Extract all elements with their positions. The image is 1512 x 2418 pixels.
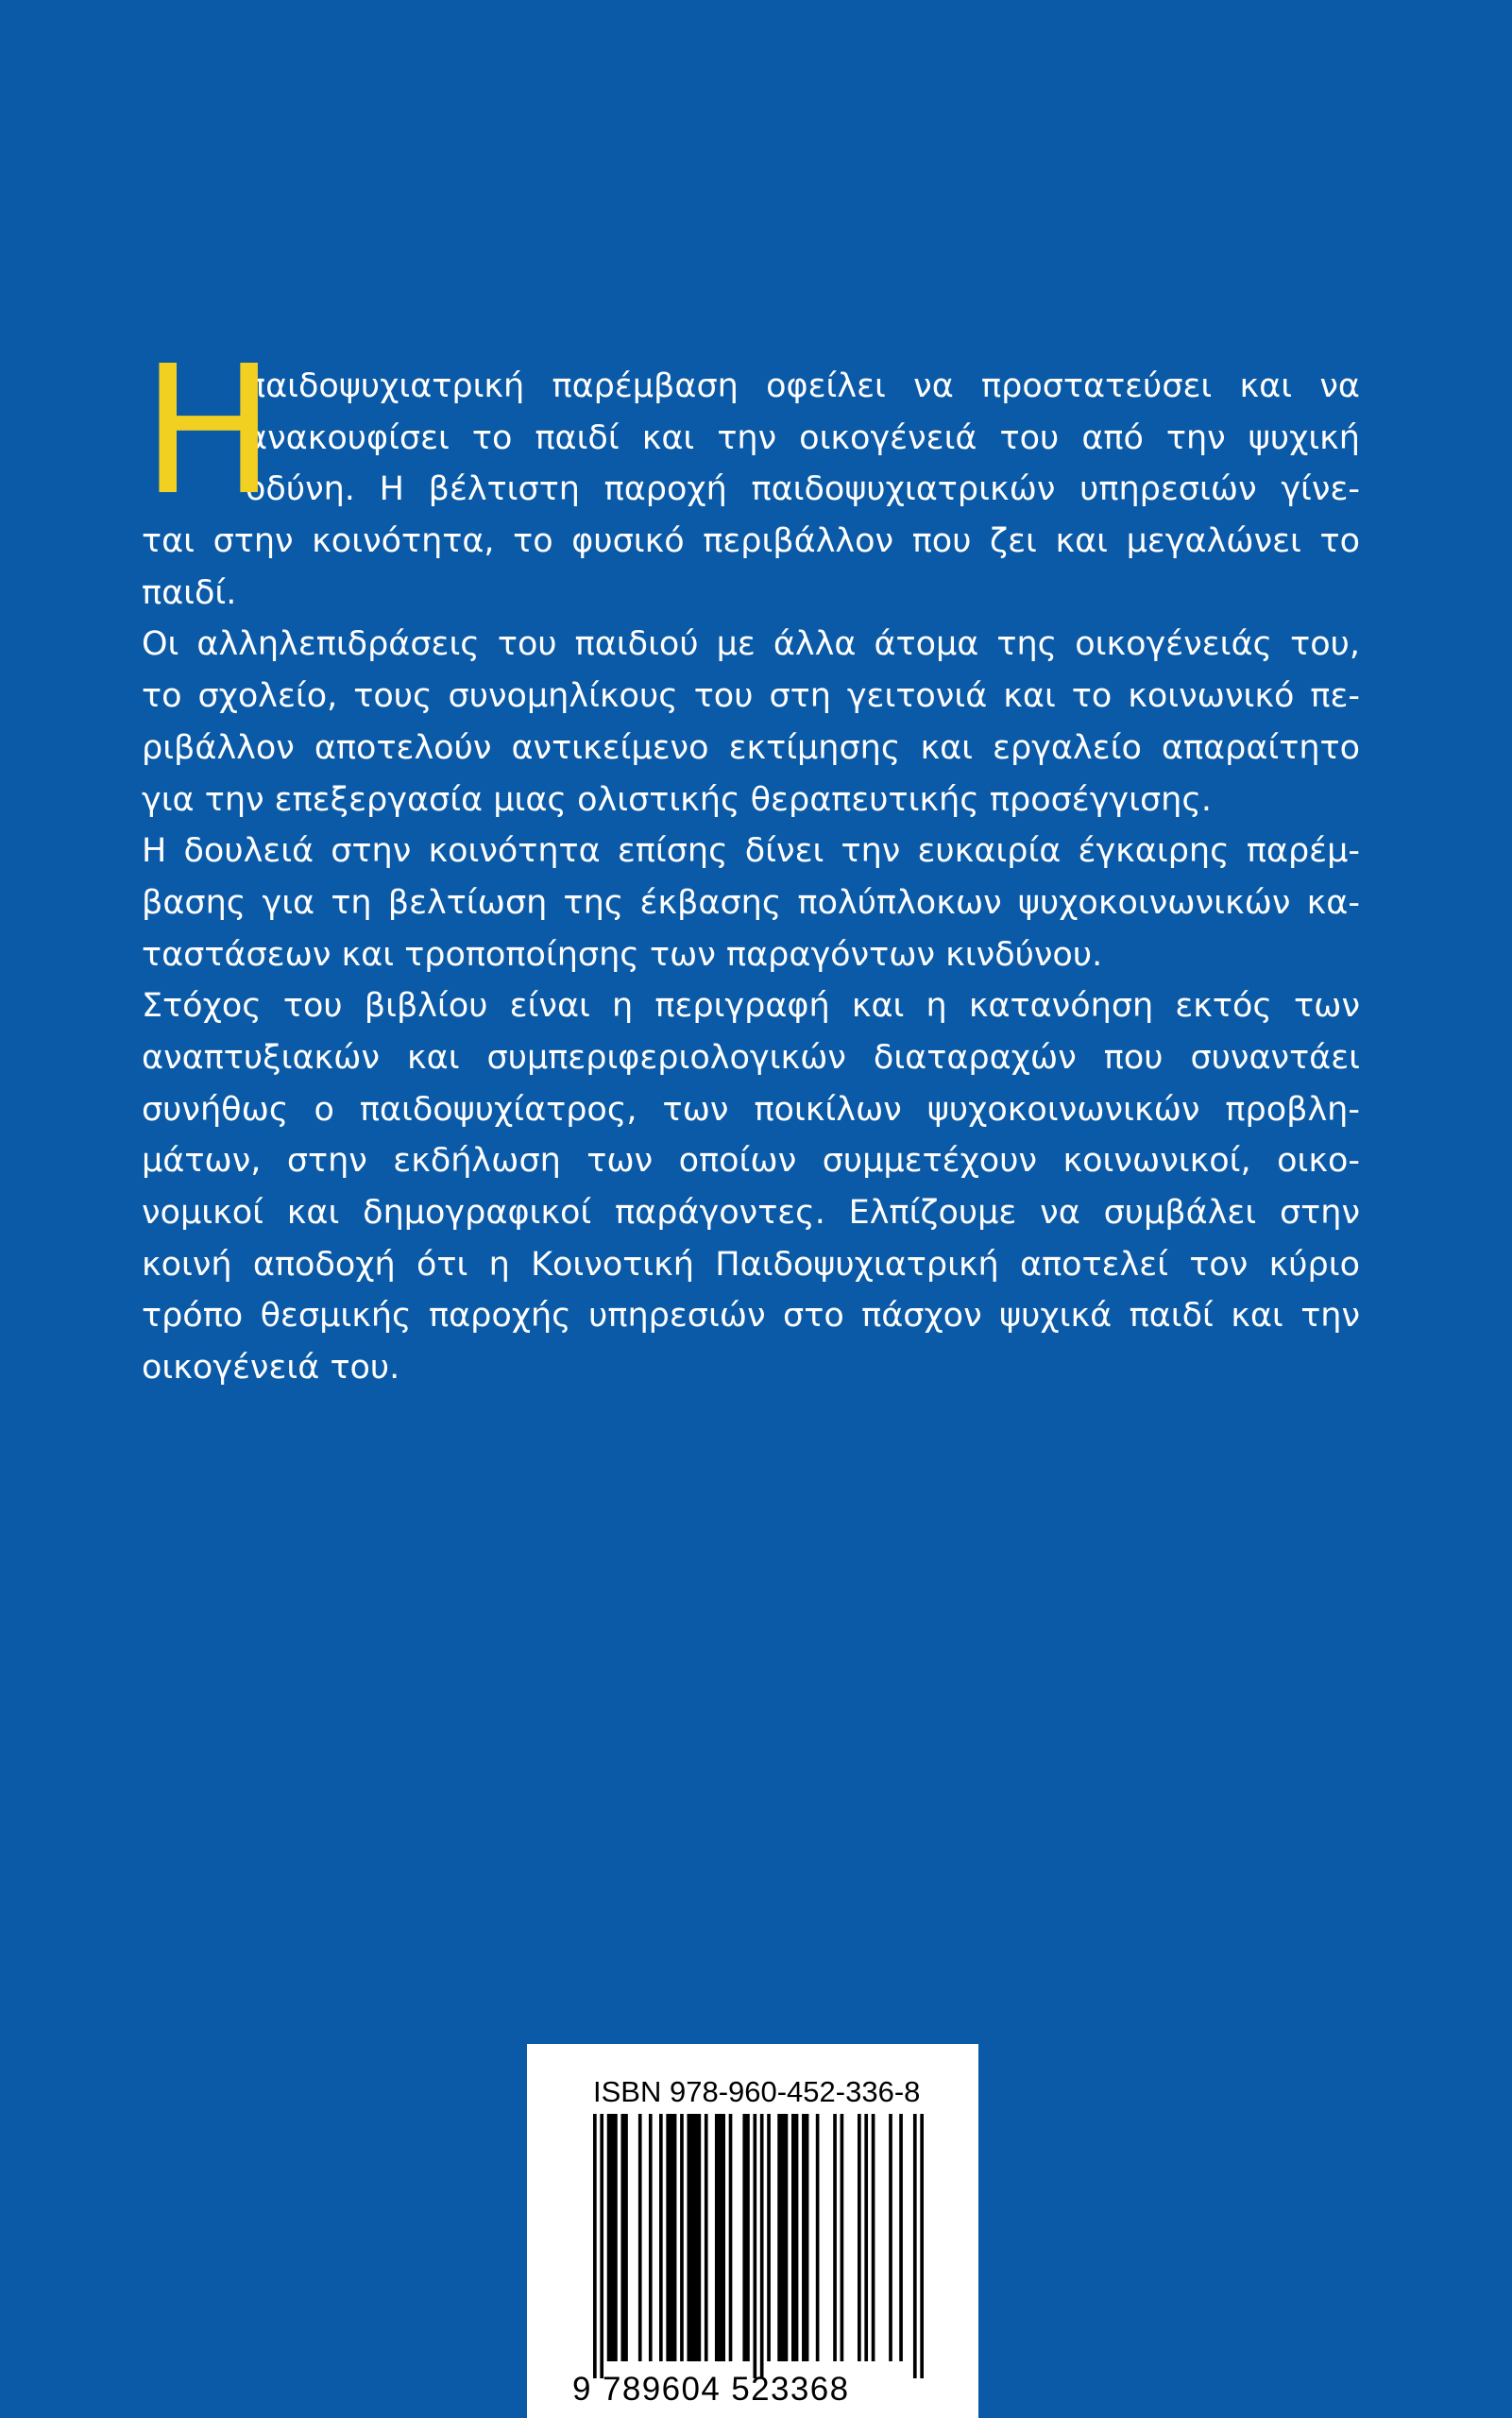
blurb-line: ανακουφίσει το παιδί και την οικογένειά του από την ψυχική <box>246 418 1360 457</box>
barcode-digits: 9 789604 523368 <box>572 2371 850 2408</box>
barcode-bar <box>680 2114 684 2361</box>
blurb-line: ριβάλλον αποτελούν αντικείμενο εκτίμησης και εργαλείο απαραίτητο <box>142 728 1360 767</box>
barcode-bar <box>659 2114 663 2361</box>
blurb-line: Στόχος του βιβλίου είναι η περιγραφή και η κατανόηση εκτός των <box>142 987 1360 1026</box>
barcode-bar <box>715 2114 725 2361</box>
barcode-bars <box>593 2114 924 2378</box>
barcode-bar <box>767 2114 771 2361</box>
barcode-bar <box>753 2114 756 2378</box>
drop-cap: Η <box>142 328 276 535</box>
barcode-bar <box>889 2114 892 2361</box>
barcode-bar <box>666 2114 676 2361</box>
barcode-bar <box>760 2114 764 2378</box>
blurb-line: παιδοψυχιατρική παρέμβαση οφείλει να προστατεύσει και να <box>246 367 1360 405</box>
blurb-line: Η δουλειά στην κοινότητα επίσης δίνει την ευκαιρία έγκαιρης παρέμ- <box>142 832 1360 871</box>
barcode-bar <box>742 2114 749 2361</box>
barcode-bar <box>649 2114 653 2361</box>
isbn-label: ISBN 978-960-452-336-8 <box>593 2075 921 2108</box>
barcode-bar <box>791 2114 798 2361</box>
barcode-bar <box>705 2114 708 2361</box>
barcode-bar <box>913 2114 917 2378</box>
blurb-line: Οι αλληλεπιδράσεις του παιδιού με άλλα άτομα της οικογένειάς του, <box>142 625 1360 664</box>
barcode-bar <box>858 2114 861 2361</box>
barcode-bar <box>841 2114 844 2361</box>
blurb-line: ται στην κοινότητα, το φυσικό περιβάλλον που ζει και μεγαλώνει το <box>142 522 1360 561</box>
barcode-bar <box>607 2114 618 2361</box>
barcode-bar <box>920 2114 924 2378</box>
blurb-line: για την επεξεργασία μιας ολιστικής θεραπευτικής προσέγγισης. <box>142 780 1213 819</box>
barcode-bar <box>802 2114 808 2361</box>
barcode-bar <box>864 2114 868 2361</box>
blurb-line: μάτων, στην εκδήλωση των οποίων συμμετέχουν κοινωνικοί, οικο- <box>142 1142 1360 1181</box>
barcode-bar <box>593 2114 597 2378</box>
blurb-line: παιδί. <box>142 573 237 612</box>
blurb-line: ταστάσεων και τροποποίησης των παραγόντων κινδύνου. <box>142 935 1103 974</box>
barcode-bar <box>872 2114 875 2361</box>
blurb-line: οικογένειά του. <box>142 1349 400 1388</box>
blurb-line: κοινή αποδοχή ότι η Κοινοτική Παιδοψυχιατρική αποτελεί τον κύριο <box>142 1245 1360 1284</box>
blurb-line: αναπτυξιακών και συμπεριφεριολογικών διαταραχών που συναντάει <box>142 1038 1360 1077</box>
blurb-line: συνήθως ο παιδοψυχίατρος, των ποικίλων ψυχοκοινωνικών προβλη- <box>142 1090 1360 1129</box>
barcode-bar <box>777 2114 788 2361</box>
barcode-bar <box>638 2114 642 2361</box>
barcode-bar <box>600 2114 603 2378</box>
barcode-bar <box>899 2114 903 2361</box>
barcode-bar <box>729 2114 733 2361</box>
blurb-line: το σχολείο, τους συνομηλίκους του στη γειτονιά και το κοινωνικό πε- <box>142 677 1360 716</box>
barcode-bar <box>620 2114 627 2361</box>
blurb-text <box>142 328 1360 1394</box>
barcode-bar <box>816 2114 820 2361</box>
blurb-line: νομικοί και δημογραφικοί παράγοντες. Ελπίζουμε να συμβάλει στην <box>142 1194 1360 1232</box>
barcode-bar <box>687 2114 701 2361</box>
blurb-line: οδύνη. Η βέλτιστη παροχή παιδοψυχιατρικών υπηρεσιών γίνε- <box>246 470 1360 509</box>
blurb-line: τρόπο θεσμικής παροχής υπηρεσιών στο πάσχον ψυχικά παιδί και την <box>142 1297 1360 1336</box>
barcode-bar <box>833 2114 837 2361</box>
isbn-barcode-box <box>527 2044 978 2418</box>
blurb-line: βασης για τη βελτίωση της έκβασης πολύπλοκων ψυχοκοινωνικών κα- <box>142 883 1360 922</box>
